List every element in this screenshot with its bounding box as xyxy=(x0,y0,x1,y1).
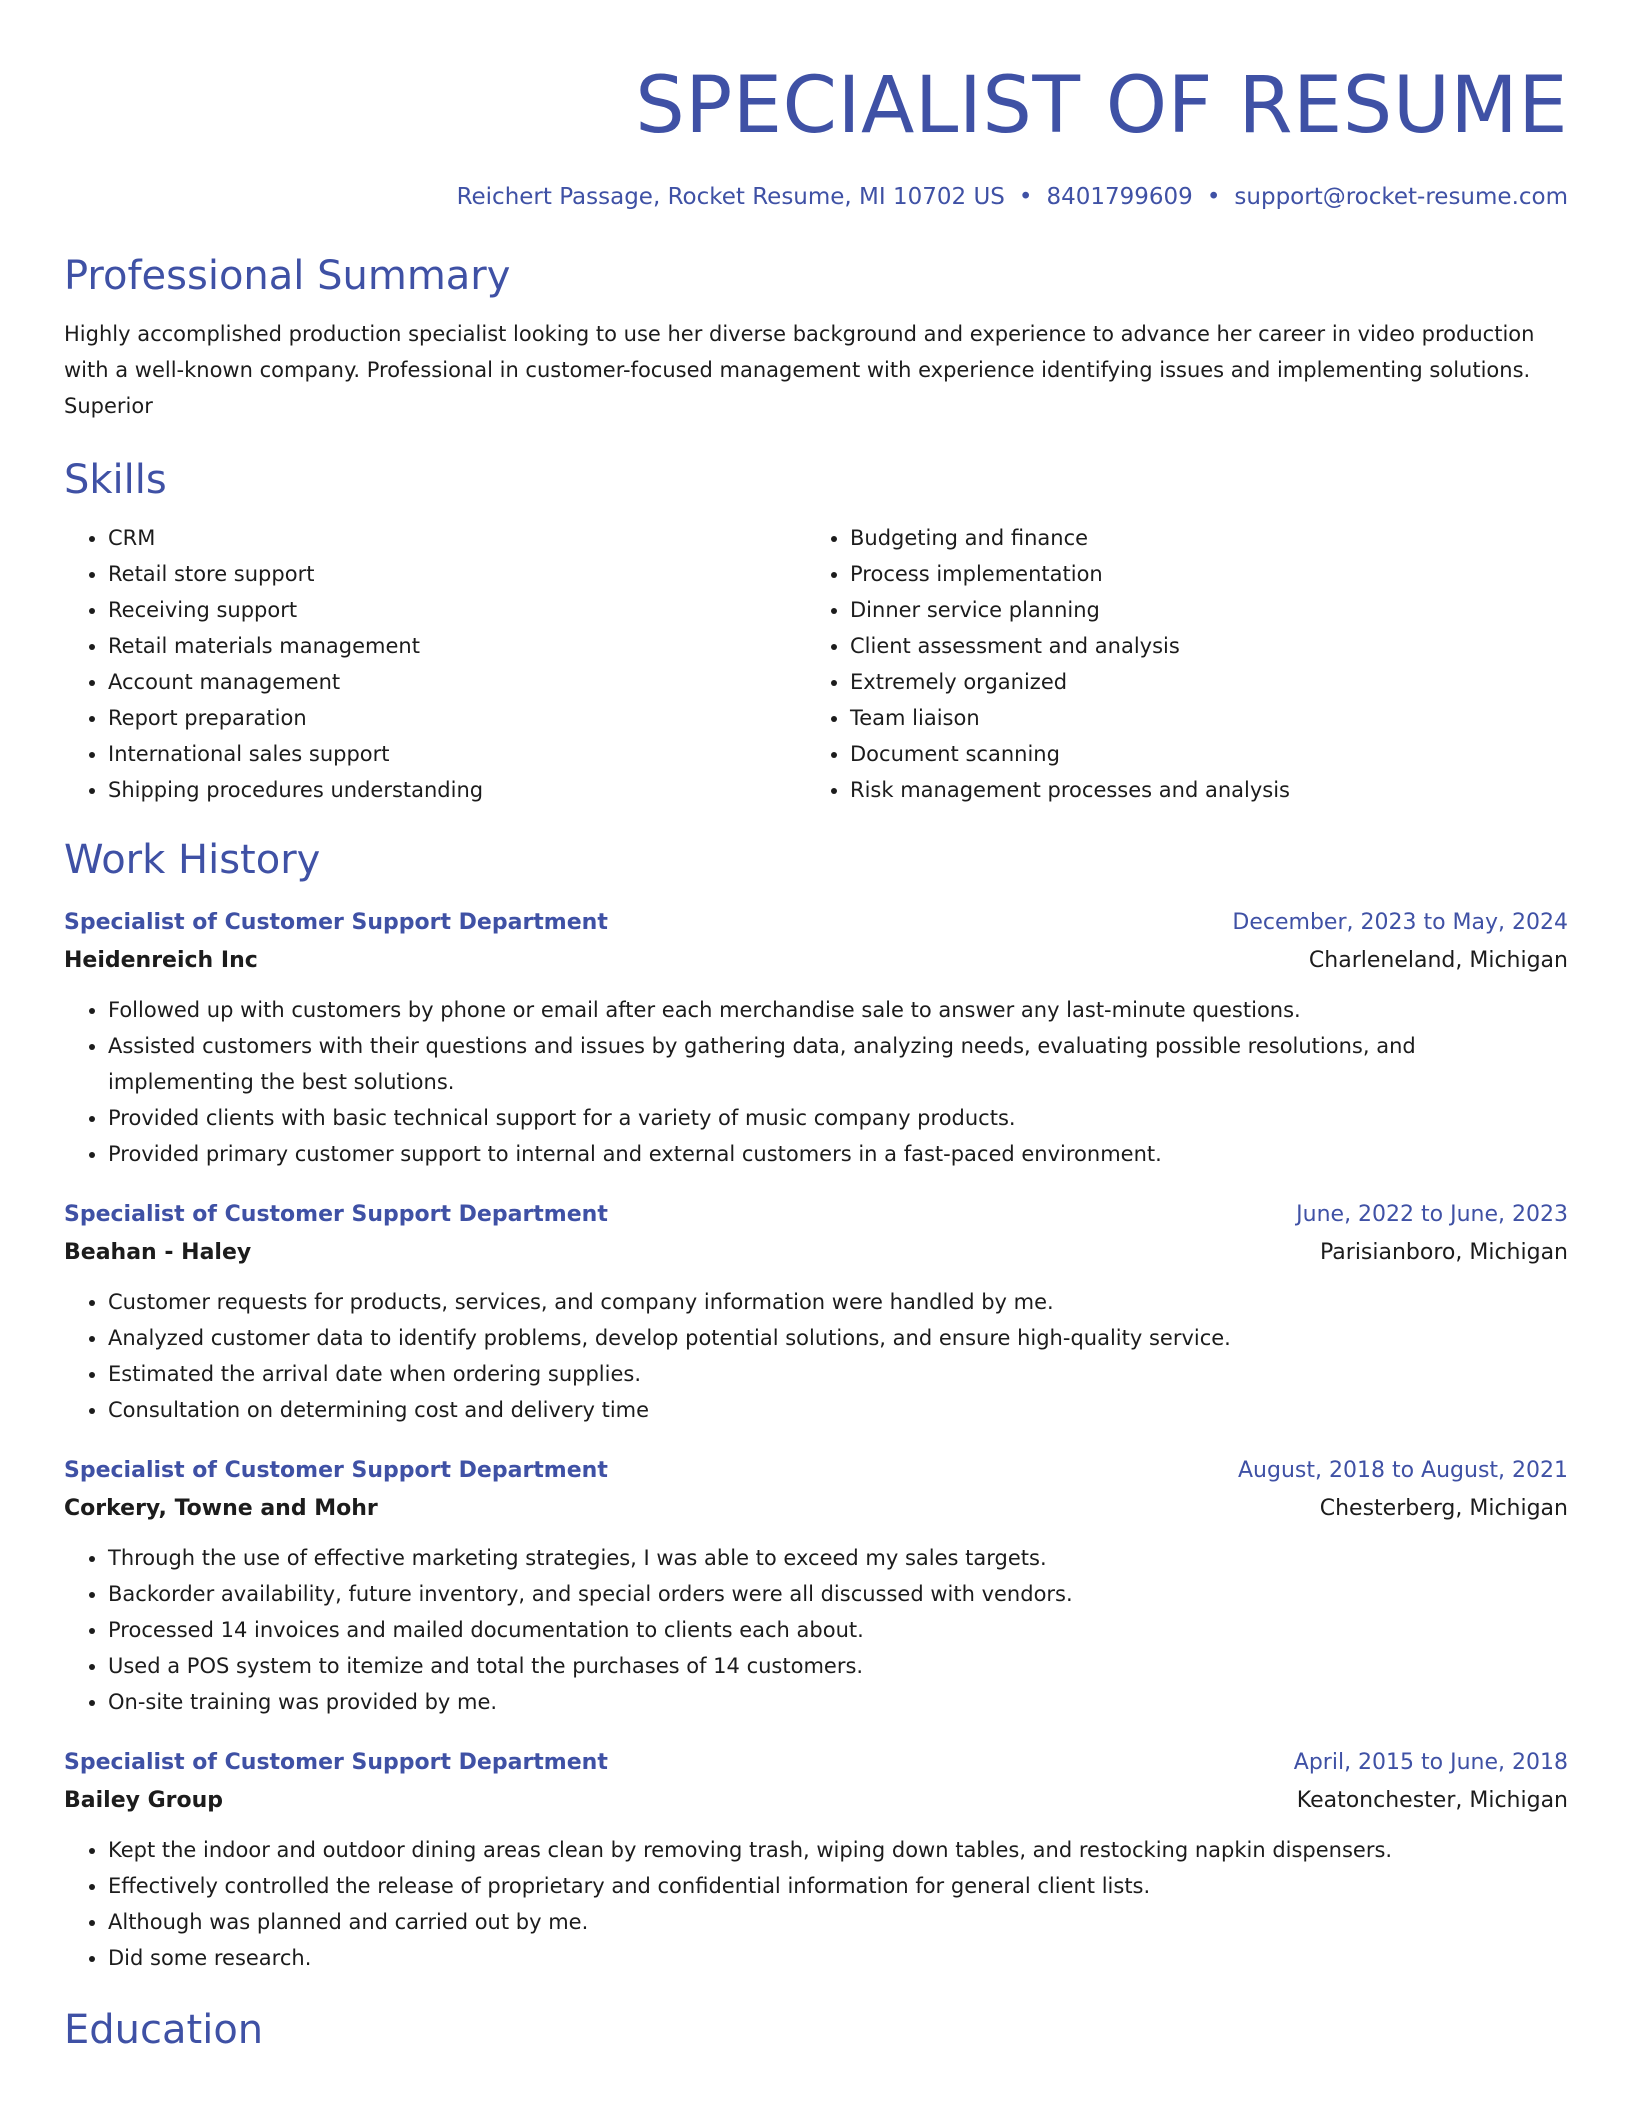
contact-line xyxy=(64,182,1568,212)
job-bullets xyxy=(64,1284,1568,1428)
contact-address: Reichert Passage, Rocket Resume, MI 10702 US xyxy=(456,184,1005,210)
job-dates: June, 2022 to June, 2023 xyxy=(1296,1202,1568,1227)
skill-item: • Process implementation xyxy=(850,556,1548,592)
skill-item: • Receiving support xyxy=(108,592,806,628)
job-bullet: • Consultation on determining cost and delivery time xyxy=(108,1392,1568,1428)
education-heading: Education xyxy=(64,2007,264,2053)
job-bullet: • Analyzed customer data to identify problems, develop potential solutions, and ensure high-quality service. xyxy=(108,1320,1568,1356)
job-bullet: • Followed up with customers by phone or email after each merchandise sale to answer any last-minute questions. xyxy=(108,992,1568,1028)
skill-item: • Retail materials management xyxy=(108,628,806,664)
contact-email: support@rocket-resume.com xyxy=(1234,184,1568,210)
job-title: Specialist of Customer Support Department xyxy=(64,1750,608,1775)
job-title: Specialist of Customer Support Department xyxy=(64,1458,608,1483)
job-company: Heidenreich Inc xyxy=(64,948,258,973)
skill-item: • Risk management processes and analysis xyxy=(850,772,1548,808)
skill-item: • Budgeting and finance xyxy=(850,520,1548,556)
job-bullet: • Through the use of effective marketing strategies, I was able to exceed my sales targets. xyxy=(108,1540,1568,1576)
skill-item: • Document scanning xyxy=(850,736,1548,772)
skills-heading: Skills xyxy=(64,457,167,503)
job-bullet: • Processed 14 invoices and mailed documentation to clients each about. xyxy=(108,1612,1568,1648)
job-bullet: • Provided primary customer support to internal and external customers in a fast-paced environment. xyxy=(108,1136,1568,1172)
skill-item: • Shipping procedures understanding xyxy=(108,772,806,808)
skill-item: • Extremely organized xyxy=(850,664,1548,700)
skill-item: • Account management xyxy=(108,664,806,700)
job-bullet: • Effectively controlled the release of proprietary and confidential information for general client lists. xyxy=(108,1868,1568,1904)
job-entry xyxy=(64,904,1568,1172)
work-history-list xyxy=(64,904,1568,1976)
job-bullet: • Assisted customers with their questions and issues by gathering data, analyzing needs, evaluating possible resolutions, and implementing the best solutions. xyxy=(108,1028,1568,1100)
job-entry xyxy=(64,1744,1568,1976)
job-entry xyxy=(64,1196,1568,1428)
job-location: Charleneland, Michigan xyxy=(1308,948,1568,973)
job-company: Beahan - Haley xyxy=(64,1240,252,1265)
skill-item: • CRM xyxy=(108,520,806,556)
job-bullet: • Estimated the arrival date when ordering supplies. xyxy=(108,1356,1568,1392)
job-title: Specialist of Customer Support Department xyxy=(64,1202,608,1227)
contact-separator: • xyxy=(1018,184,1033,210)
job-location: Chesterberg, Michigan xyxy=(1319,1496,1568,1521)
skill-item: • International sales support xyxy=(108,736,806,772)
job-bullets xyxy=(64,1832,1568,1976)
job-company: Bailey Group xyxy=(64,1788,224,1813)
job-location: Parisianboro, Michigan xyxy=(1320,1240,1568,1265)
job-bullet: • On-site training was provided by me. xyxy=(108,1684,1568,1720)
contact-separator: • xyxy=(1206,184,1221,210)
job-bullet: • Customer requests for products, services, and company information were handled by me. xyxy=(108,1284,1568,1320)
contact-phone: 8401799609 xyxy=(1046,184,1193,210)
job-dates: August, 2018 to August, 2021 xyxy=(1238,1458,1568,1483)
job-bullet: • Kept the indoor and outdoor dining areas clean by removing trash, wiping down tables, and restocking napkin dispensers. xyxy=(108,1832,1568,1868)
work-history-heading: Work History xyxy=(64,837,321,883)
job-dates: April, 2015 to June, 2018 xyxy=(1293,1750,1568,1775)
job-title: Specialist of Customer Support Department xyxy=(64,910,608,935)
summary-text: Highly accomplished production specialist looking to use her diverse background and experience to advance her career in video production with a well-known company. Professional in customer-focused management with experience identifying issues and implementing solutions. Superior xyxy=(64,322,1535,418)
skills-column-left xyxy=(64,520,806,808)
job-location: Keatonchester, Michigan xyxy=(1296,1788,1568,1813)
skill-item: • Client assessment and analysis xyxy=(850,628,1548,664)
skills-column-right xyxy=(806,520,1548,808)
summary-heading: Professional Summary xyxy=(64,253,511,299)
job-bullet: • Did some research. xyxy=(108,1940,1568,1976)
job-bullets xyxy=(64,1540,1568,1720)
job-bullets xyxy=(64,992,1568,1172)
skill-item: • Dinner service planning xyxy=(850,592,1548,628)
job-entry xyxy=(64,1452,1568,1720)
skill-item: • Team liaison xyxy=(850,700,1548,736)
job-bullet: • Although was planned and carried out by me. xyxy=(108,1904,1568,1940)
skill-item: • Report preparation xyxy=(108,700,806,736)
job-bullet: • Provided clients with basic technical support for a variety of music company products. xyxy=(108,1100,1568,1136)
skills-grid xyxy=(64,520,1568,808)
job-company: Corkery, Towne and Mohr xyxy=(64,1496,378,1521)
candidate-name: SPECIALIST OF RESUME xyxy=(635,61,1568,151)
resume-header xyxy=(64,56,1568,212)
job-bullet: • Used a POS system to itemize and total the purchases of 14 customers. xyxy=(108,1648,1568,1684)
skill-item: • Retail store support xyxy=(108,556,806,592)
job-dates: December, 2023 to May, 2024 xyxy=(1232,910,1568,935)
job-bullet: • Backorder availability, future inventory, and special orders were all discussed with vendors. xyxy=(108,1576,1568,1612)
